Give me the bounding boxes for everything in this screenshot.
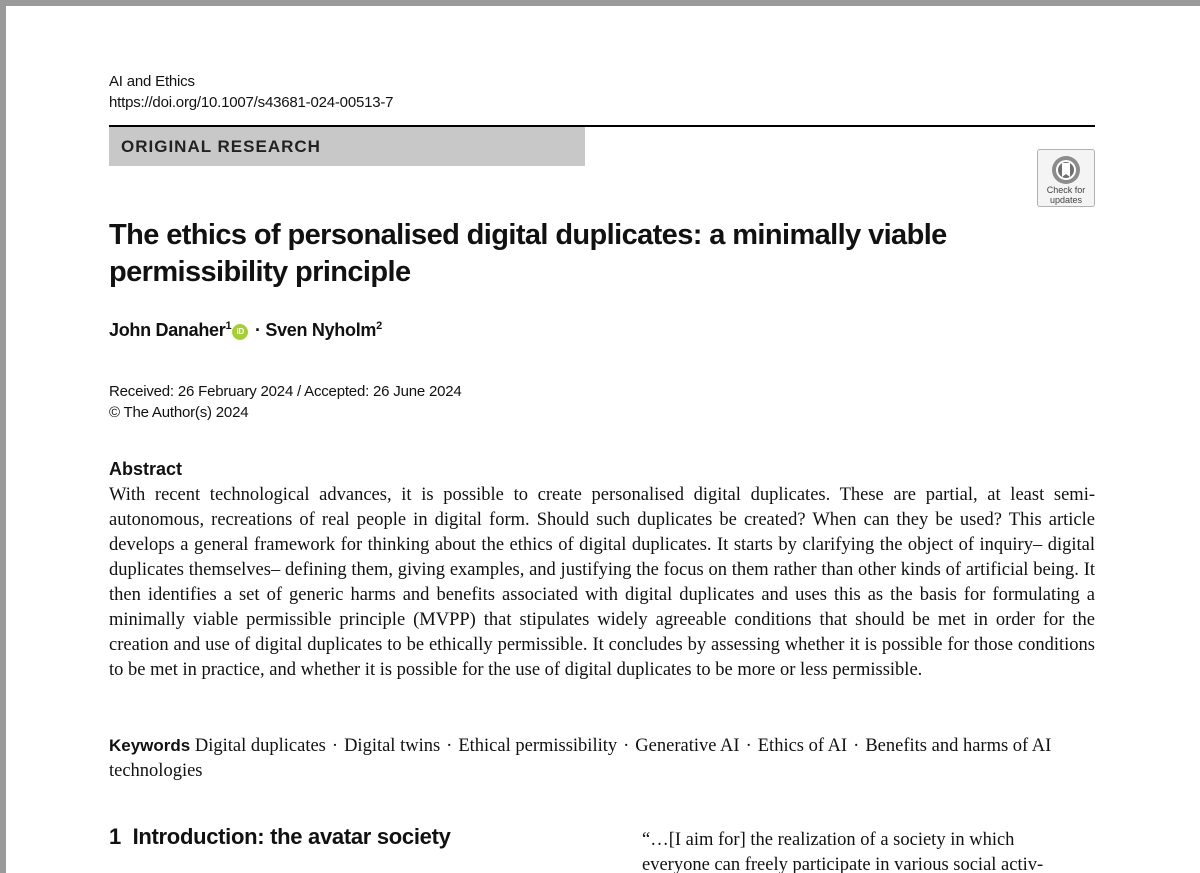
keyword-separator: ·	[623, 736, 630, 756]
section-heading	[109, 824, 451, 850]
keywords	[109, 733, 1095, 784]
abstract-heading: Abstract	[109, 459, 183, 479]
keyword-separator: ·	[745, 736, 752, 756]
author-separator: ·	[254, 320, 261, 340]
keyword: Digital twins	[344, 736, 441, 756]
keyword: Digital duplicates	[194, 736, 326, 756]
title-line-2: permissibility principle	[109, 256, 411, 288]
quote-line-1: “…[I aim for] the realization of a society in which	[642, 830, 1015, 850]
keyword: Benefits and harms of AI technologies	[109, 736, 1052, 781]
section-title: Introduction: the avatar society	[132, 824, 451, 849]
author-name[interactable]: John Danaher	[109, 320, 226, 340]
author-affiliation: 1	[225, 320, 232, 332]
journal-info	[109, 71, 393, 113]
received-accepted: Received: 26 February 2024 / Accepted: 26 June 2024	[109, 383, 462, 400]
check-updates-label-2: updates	[1049, 195, 1083, 205]
keyword: Generative AI	[635, 736, 740, 756]
epigraph-quote	[642, 828, 1072, 873]
copyright-notice: © The Author(s) 2024	[109, 404, 249, 421]
bookmark-circle-icon	[1051, 155, 1081, 185]
title-line-1: The ethics of personalised digital duplicates: a minimally viable	[109, 219, 947, 251]
section-label: ORIGINAL RESEARCH	[121, 136, 321, 156]
section-label-box	[109, 127, 585, 166]
paper-page	[6, 6, 1200, 873]
publication-dates	[109, 381, 462, 423]
author-name[interactable]: Sven Nyholm	[265, 320, 377, 340]
keyword: Ethical permissibility	[458, 736, 618, 756]
keyword: Ethics of AI	[757, 736, 848, 756]
keywords-label: Keywords	[109, 736, 191, 755]
keyword-separator: ·	[853, 736, 860, 756]
author-list	[109, 320, 382, 341]
section-number: 1	[109, 824, 121, 849]
journal-name: AI and Ethics	[109, 73, 195, 90]
keyword-separator: ·	[331, 736, 339, 756]
article-title	[109, 217, 1009, 291]
doi-link[interactable]: https://doi.org/10.1007/s43681-024-00513-7	[109, 94, 394, 111]
orcid-icon[interactable]: iD	[232, 324, 248, 340]
check-for-updates-badge[interactable]	[1037, 149, 1095, 207]
quote-line-2: everyone can freely participate in various social activ-	[642, 855, 1044, 873]
check-updates-label-1: Check for	[1046, 185, 1086, 195]
author-affiliation: 2	[376, 320, 382, 332]
abstract-text: With recent technological advances, it is possible to create personalised digital duplicates. These are partial, at least semi-autonomous, recreations of real people in digital form. Should such duplicates be created? When can they be used? This article develops a general framework for thinking about the ethics of digital duplicates. It starts by clarifying the object of inquiry– digital duplicates themselves– defining them, giving examples, and justifying the focus on them rather than other kinds of artificial being. It then identifies a set of generic harms and benefits associated with digital duplicates and uses this as the basis for formulating a minimally viable permissible principle (MVPP) that stipulates widely agreeable conditions that should be met in order for the creation and use of digital duplicates to be ethically permissible. It concludes by assessing whether it is possible for those conditions to be met in practice, and whether it is possible for the use of digital duplicates to be more or less permissible.	[109, 485, 1095, 680]
keyword-separator: ·	[446, 736, 453, 756]
